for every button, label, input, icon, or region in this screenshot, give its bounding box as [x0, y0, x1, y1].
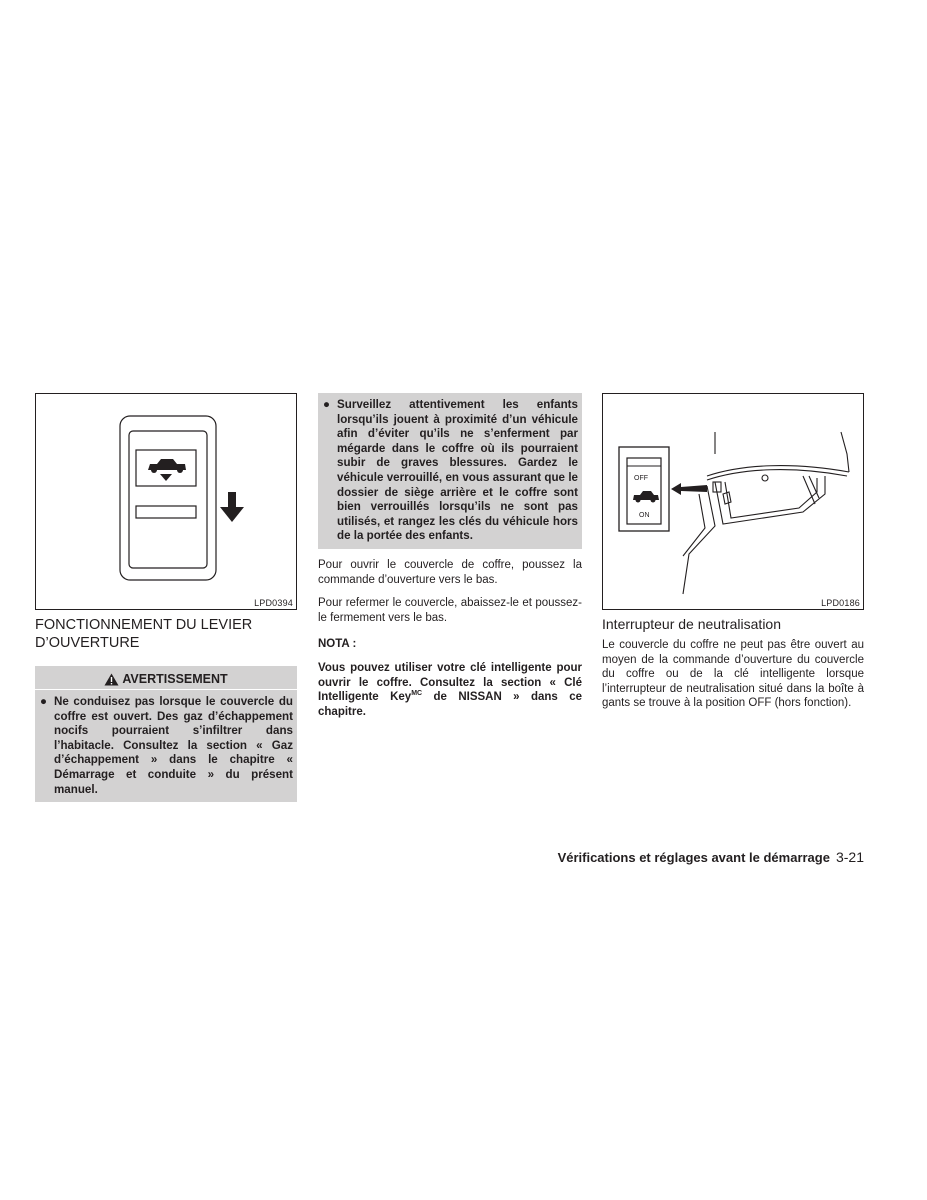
opener-lever-figure [35, 393, 297, 610]
opener-lever-illustration [36, 394, 296, 609]
pointer-arrow-icon [671, 483, 707, 495]
warning-text: Ne conduisez pas lorsque le couvercle du coffre est ouvert. Des gaz d’échappement nocifs pourraient s’infiltrer dans l’habitacle. Consultez la section « Gaz d’échappement » dans le chapitre « Démarrage et conduite » du présent manuel. [54, 695, 293, 796]
column-middle [318, 393, 582, 719]
note-label: NOTA : [318, 638, 357, 651]
page-footer [530, 849, 864, 865]
warning-box [35, 666, 297, 802]
glove-box-switch-illustration [603, 394, 863, 609]
footer-section-title: Vérifications et réglages avant le démarrage [557, 850, 830, 865]
subheading: Interrupteur de neutralisation [602, 616, 781, 632]
warning-header [35, 669, 297, 690]
column-right [602, 393, 864, 711]
column-left [35, 393, 297, 802]
warning-bullet [39, 695, 293, 797]
warning-box-continued [318, 393, 582, 549]
switch-on-label: ON [639, 512, 650, 519]
switch-off-label: OFF [634, 475, 648, 482]
figure-code: LPD0394 [254, 598, 293, 608]
paragraph-open: Pour ouvrir le couvercle de coffre, poussez la commande d’ouverture vers le bas. [318, 558, 582, 586]
bullet-icon: ● [40, 695, 48, 708]
section-title: FONCTIONNEMENT DU LEVIER D’OUVERTURE [35, 617, 253, 651]
paragraph-close: Pour refermer le couvercle, abaissez-le et poussez-le fermement vers le bas. [318, 597, 582, 624]
warning-text: Surveillez attentivement les enfants lorsqu’ils jouent à proximité d’un véhicule afin d’éviter qu’ils ne s’enferment par mégarde dans le coffre où ils pourraient subir de graves blessures. Gardez le véhicule verrouillé, en vous assurant que le dossier de siège arrière et le coffre sont bien verrouillés lorsqu’ils ne sont pas utilisés, et rangez les clés du véhicule hors de la portée des enfants. [337, 398, 578, 543]
warning-triangle-icon [104, 673, 119, 686]
warning-bullet [322, 398, 578, 544]
note-text: Vous pouvez utiliser votre clé intelligente pour ouvrir le coffre. Consultez la section « Clé Intelligente Key$^{MC}$ de NISSAN » dans ce chapitre. [318, 661, 582, 718]
push-down-arrow-icon [220, 492, 244, 522]
page-number: 3-21 [835, 849, 864, 865]
warning-label: AVERTISSEMENT [122, 672, 228, 686]
bullet-icon: ● [323, 398, 331, 411]
glove-box-drawing [683, 432, 849, 594]
paragraph-switch: Le couvercle du coffre ne peut pas être ouvert au moyen de la commande d’ouverture du couvercle du coffre ou de la clé intelligente lorsque l’interrupteur de neutralisation situé dans la boîte à gants se trouve à la position OFF (hors fonction). [602, 639, 864, 710]
figure-code: LPD0186 [821, 598, 860, 608]
glove-box-switch-figure [602, 393, 864, 610]
